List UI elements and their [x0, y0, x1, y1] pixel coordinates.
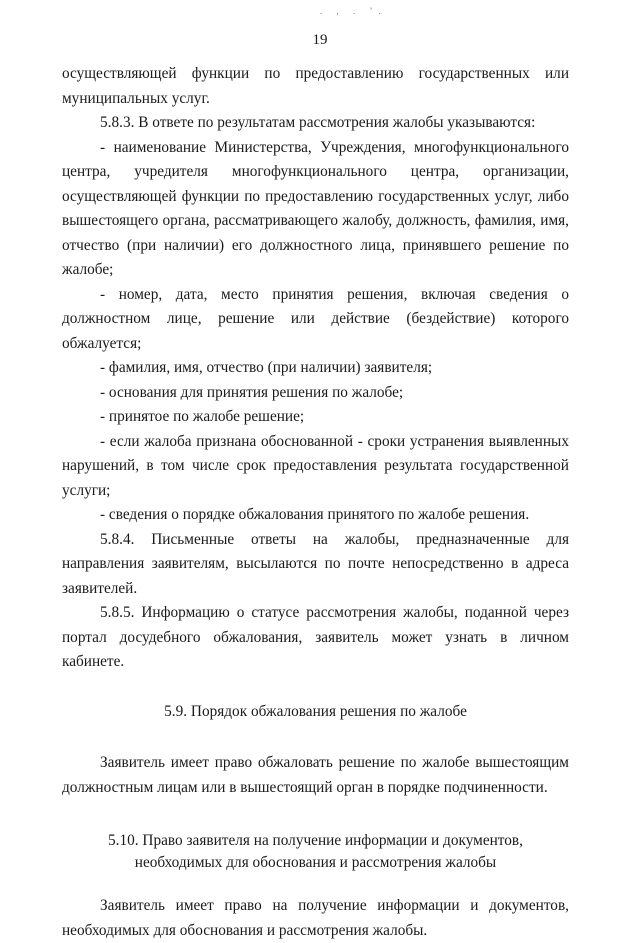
- page-number: 19: [312, 32, 328, 48]
- list-item-applicant-name: - фамилия, имя, отчество (при наличии) заявителя;: [100, 359, 433, 376]
- list-item-decision-details: - номер, дата, место принятия решения, включая сведения о должностном лице, решение или действие (бездействие) которого обжалуется;: [62, 285, 569, 352]
- paragraph-5-9-body: Заявитель имеет право обжаловать решение по жалобе вышестоящим должностным лицам или в вышестоящий орган в порядке подчиненности.: [62, 754, 569, 796]
- paragraph-5-10-body: Заявитель имеет право на получение информации и документов, необходимых для обоснования и рассмотрения жалобы.: [62, 897, 569, 939]
- list-item-naming: - наименование Министерства, Учреждения, многофункционального центра, учредителя многофункционального центра, организации, осуществляющей функции по предоставлению государственных услуг, либо вышестоящего органа, рассматривающего жалобу, должность, фамилия, имя, отчество (при наличии) его должностного лица, принявшего решение по жалобе;: [62, 138, 569, 278]
- section-heading-5-10-line1: 5.10. Право заявителя на получение информации и документов,: [108, 832, 523, 849]
- paragraph-5-8-5: 5.8.5. Информацию о статусе рассмотрения жалобы, поданной через портал досудебного обжалования, заявитель может узнать в личном кабинете.: [62, 604, 569, 670]
- paragraph-continuation: осуществляющей функции по предоставлению государственных или муниципальных услуг.: [62, 65, 569, 107]
- list-item-deadlines: - если жалоба признана обоснованной - сроки устранения выявленных нарушений, в том числе срок предоставления результата государственной услуги;: [62, 432, 569, 499]
- section-heading-5-10-line2: необходимых для обоснования и рассмотрения жалобы: [134, 854, 497, 871]
- document-body: [62, 62, 569, 943]
- list-item-appeal-procedure: - сведения о порядке обжалования принятого по жалобе решения.: [100, 506, 530, 523]
- section-heading-5-10: [62, 830, 569, 874]
- scan-artifact: . , . ’.: [320, 6, 387, 16]
- list-item-decision: - принятое по жалобе решение;: [100, 408, 305, 425]
- list-item-grounds: - основания для принятия решения по жалобе;: [100, 383, 404, 401]
- paragraph-5-8-3: 5.8.3. В ответе по результатам рассмотрения жалобы указываются:: [100, 114, 536, 131]
- section-heading-5-9: 5.9. Порядок обжалования решения по жалобе: [164, 702, 467, 720]
- paragraph-5-8-4: 5.8.4. Письменные ответы на жалобы, предназначенные для направления заявителям, высылаются по почте непосредственно в адреса заявителей.: [62, 530, 569, 597]
